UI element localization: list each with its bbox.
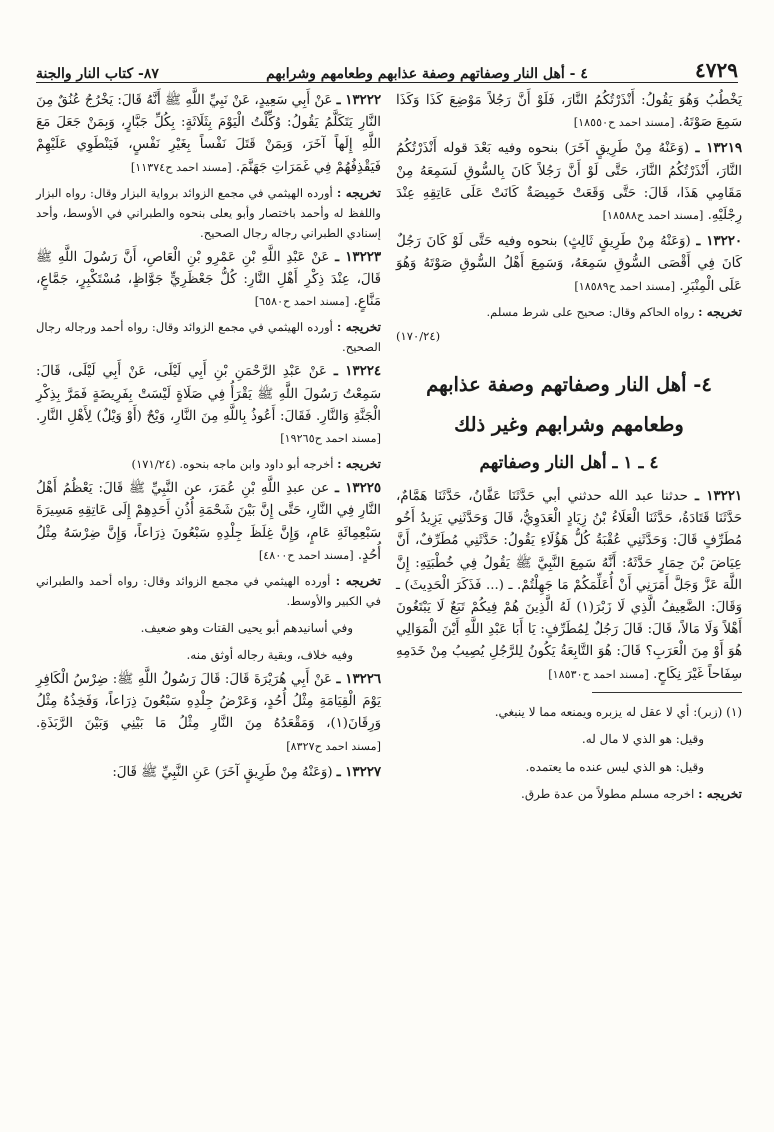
takhrij-13220 [396, 302, 742, 322]
book-title: ٨٧- كتاب النار والجنة [36, 66, 159, 82]
footnote-3: وقيل: هو الذي ليس عنده ما يعتمده. [525, 759, 704, 774]
takhrij-label: تخريجه : [336, 185, 381, 200]
takhrij-note-2: وفيه خلاف، وبقية رجاله أوثق منه. [186, 648, 353, 663]
left-column [36, 90, 381, 788]
hadith-13220 [396, 231, 742, 298]
takhrij-reference: (١٧١/٢٤) [131, 457, 176, 472]
hadith-text: عَنْ عَبْدِ الرَّحْمَنِ بْنِ أَبِي لَيْلَى، عَنْ أَبِي لَيْلَى، قَالَ: سَمِعْتُ رَسُولَ اللَّهِ ﷺ يَقْرَأُ فِي صَلَاةٍ لَيْسَتْ بِفَرِيضَةٍ فَمَرَّ بِذِكْرِ الْجَنَّةِ وَالنَّارِ. فَقَالَ: أَعُوذُ بِاللَّهِ مِنَ النَّارِ، وَيْحٌ (أَوْ وَيْلٌ) لِأَهْلِ النَّارِ. [36, 364, 381, 424]
section-title-line-2: وطعامهم وشرابهم وغير ذلك [454, 412, 684, 436]
hadith-13225 [36, 478, 381, 567]
takhrij-label: تخريجه : [698, 304, 742, 319]
takhrij-13223 [36, 317, 381, 357]
right-column [396, 90, 742, 809]
hadith-13219 [396, 138, 742, 227]
hadith-number: ١٣٢٢٢ ـ [336, 93, 381, 108]
source-ref: [مسند احمد ح١٨٥٨٩] [574, 279, 676, 293]
source-ref: [مسند احمد ح٦٥٨٠] [254, 295, 350, 309]
takhrij-label: تخريجه : [337, 457, 381, 472]
takhrij-13222 [36, 183, 381, 243]
takhrij-text: أورده الهيثمي في مجمع الزوائد وقال: رواه أحمد ورجاله رجال الصحيح. [36, 320, 381, 355]
subsection-title: ٤ ـ ١ ـ أهل النار وصفاتهم [479, 452, 659, 473]
hadith-continuation [396, 90, 742, 134]
page-header [36, 56, 738, 83]
takhrij-label: تخريجه : [335, 574, 382, 589]
takhrij-reference: (١٧٠/٢٤) [396, 328, 441, 343]
hadith-text: (وَعَنْهُ مِنْ طَرِيقٍ آخَرَ) بنحوه وفيه بَعْدَ قوله أَنْذَرْتُكُمُ النَّارَ، أَنْذَرْتُكُمُ النَّارَ، حَتَّى لَوْ أَنَّ رَجُلاً كَانَ بِالسُّوقِ لَسَمِعَهُ مِنْ مَقَامِي هَذَا، قَالَ: حَتَّى وَقَعَتْ خَمِيصَةٌ كَانَتْ عَلَى عَاتِقِهِ عِنْدَ رِجْلَيْهِ. [396, 141, 742, 224]
hadith-text: عن عبدِ اللَّهِ بْنِ عُمَرَ، عن النَّبِيِّ ﷺ قَالَ: يَعْظُمُ أَهْلُ النَّارِ فِي النَّارِ، حَتَّى إِنَّ بَيْنَ شَحْمَةِ أُذُنِ أَحَدِهِمْ إِلَى عَاتِقِهِ مَسِيرَةَ سَبْعِمِائَةِ عَامٍ، وَإِنَّ غِلَظَ جِلْدِهِ سَبْعُونَ ذِرَاعاً، وَإِنَّ ضِرْسَهُ مِثْلُ أُحُدٍ. [36, 481, 381, 563]
takhrij-text: أورده الهيثمي في مجمع الزوائد برواية البزار وقال: رواه البزار واللفظ له وأحمد باختصار وأبو يعلى بنحوه والطبراني في الأوسط، وأحد إسنادي الطبراني رجاله رجال الصحيح. [36, 185, 381, 240]
footnote-divider [592, 692, 742, 693]
hadith-text: عَنْ أَبِي سَعِيدٍ، عَنْ نَبِيِّ اللَّهِ ﷺ أَنَّهُ قَالَ: يَخْرُجُ عُنُقٌ مِنَ النَّارِ يَتَكَلَّمُ يَقُولُ: وُكِّلْتُ الْيَوْمَ بِثَلَاثَةٍ: بِكُلِّ جَبَّارٍ، وَبِمَنْ جَعَلَ مَعَ اللَّهِ إِلَهاً آخَرَ، وَبِمَنْ قَتَلَ نَفْساً بِغَيْرِ نَفْسٍ، فَيَنْطَوِي عَلَيْهِمْ فَيَقْذِفُهُمْ فِي غَمَرَاتِ جَهَنَّمَ. [36, 93, 381, 175]
takhrij-text: اخرجه مسلم مطولاً من عدة طرق. [521, 787, 695, 802]
source-ref: [مسند احمد ح١٩٢٦٥] [280, 432, 381, 446]
takhrij-13225 [36, 571, 381, 611]
hadith-text: عَنْ أَبِي هُرَيْرَةَ قَالَ: قَالَ رَسُولُ اللَّهِ ﷺ: ضِرْسُ الْكَافِرِ يَوْمَ الْقِيَامَةِ مِثْلُ أُحُدٍ، وَعَرْضُ جِلْدِهِ سَبْعُونَ ذِرَاعاً، وَفَخِذُهُ مِثْلُ وَرِقَانَ(١)، وَمَقْعَدُهُ مِنَ النَّارِ مِثْلُ مَا بَيْنِي وَبَيْنَ الرَّبَذَةِ. [36, 672, 381, 732]
takhrij-label: تخريجه : [336, 320, 381, 335]
hadith-text: عَنْ عَبْدِ اللَّهِ بْنِ عَمْرِو بْنِ الْعَاصِ، أَنَّ رَسُولَ اللَّهِ ﷺ قَالَ، عِنْدَ ذِكْرِ أَهْلِ النَّارِ: كُلُّ جَعْظَرِيٍّ جَوَّاظٍ، مُسْتَكْبِرٍ، جَمَّاعٍ، مَنَّاعٍ. [36, 249, 381, 310]
hadith-13224 [36, 361, 381, 450]
hadith-text: (وَعَنْهُ مِنْ طَرِيقٍ ثَالِثٍ) بنحوه وفيه حَتَّى لَوْ كَانَ رَجُلٌ كَانَ فِي أَقْصَى السُّوقِ سَمِعَهُ، وَسَمِعَ أَهْلُ السُّوقِ صَوْتَهُ وَهُوَ عَلَى الْمِنْبَرِ. [396, 234, 742, 294]
takhrij-label: تخريجه : [698, 787, 742, 802]
footnote-2: وقيل: هو الذي لا مال له. [581, 732, 704, 747]
hadith-13223 [36, 247, 381, 314]
hadith-text: حدثنا عبد الله حدثني أبي حَدَّثَنَا عَفَّانُ، حَدَّثَنَا هَمَّامٌ، حَدَّثَنَا قَتَادَةُ، حَدَّثَنَا الْعَلَاءُ بْنُ زِيَادٍ الْعَدَوِيُّ، قَالَ وَحَدَّثَنِي يَزِيدُ أَخُو مُطَرِّفٍ قَالَ: وَحَدَّثَنِي عُقْبَةُ كُلُّ هَؤُلَاءِ يَقُولُ: حَدَّثَنِي مُطَرِّفٌ، أَنَّ عِيَاضَ بْنَ حِمَارٍ حَدَّثَهُ: أَنَّهُ سَمِعَ النَّبِيَّ ﷺ يَقُولُ فِي خُطْبَتِهِ: إِنَّ اللَّهَ عَزَّ وَجَلَّ أَمَرَنِي أَنْ أُعَلِّمَكُمْ مَا جَهِلْتُمْ. ـ (... فَذَكَرَ الْحَدِيثَ) ـ وَقَالَ: الضَّعِيفُ الَّذِي لَا زَبْرَ(١) لَهُ الَّذِينَ هُمْ فِيكُمْ تَبَعٌ لَا يَبْتَغُونَ أَهْلاً وَلَا مَالاً، قَالَ: قَالَ رَجُلٌ لِمُطَرِّفٍ: يَا أَبَا عَبْدِ اللَّهِ أَيْنَ الْمَوَالِي هُوَ أَوْ مِنَ الْعَرَبِ؟ قَالَ: هُوَ التَّابِعَةُ يَكُونُ لِلرَّجُلِ يُصِيبُ مِنْ خَدَمِهِ سِفَاحاً غَيْرَ نِكَاحٍ. [396, 489, 742, 682]
chapter-title: ٤ - أهل النار وصفاتهم وصفة عذابهم وطعامهم وشرابهم [266, 66, 588, 82]
footnotes [396, 699, 742, 809]
hadith-number: ١٣٢٢٥ ـ [335, 481, 381, 497]
hadith-13226 [36, 669, 381, 758]
footnote-1: (١) (زبر): أي لا عقل له يزبره ويمنعه مما لا ينبغي. [494, 704, 742, 719]
hadith-number: ١٣٢٢٦ ـ [336, 672, 382, 688]
takhrij-ref [396, 326, 742, 346]
takhrij-text: رواه الحاكم وقال: صحيح على شرط مسلم. [486, 304, 695, 319]
hadith-number: ١٣٢٢٠ ـ [696, 234, 742, 250]
page-number: ٤٧٢٩ [695, 58, 738, 82]
takhrij-text: أورده الهيثمي في مجمع الزوائد وقال: رواه أحمد والطبراني في الكبير والأوسط. [36, 574, 381, 609]
hadith-number: ١٣٢٢٣ ـ [335, 249, 381, 265]
takhrij-note-1: وفي أسانيدهم أبو يحيى القتات وهو ضعيف. [140, 621, 353, 636]
takhrij-13224 [36, 454, 381, 474]
section-title-line-1: ٤- أهل النار وصفاتهم وصفة عذابهم [426, 372, 712, 396]
source-ref: [مسند احمد ح٤٨٠٠] [258, 548, 354, 562]
source-ref: [مسند احمد ح١٨٥٣٠] [548, 667, 649, 681]
hadith-text: (وَعَنْهُ مِنْ طَرِيقٍ آخَرَ) عَنِ النَّبِيِّ ﷺ قَالَ: [112, 764, 333, 780]
takhrij-13221 [396, 781, 742, 809]
hadith-13227 [36, 762, 381, 784]
hadith-13221 [396, 486, 742, 686]
takhrij-text: أخرجه أبو داود وابن ماجه بنحوه. [179, 457, 334, 472]
hadith-number: ١٣٢٢١ ـ [694, 489, 742, 505]
hadith-number: ١٣٢١٩ ـ [695, 141, 742, 157]
hadith-number: ١٣٢٢٤ ـ [333, 364, 381, 380]
source-ref: [مسند احمد ح٨٣٢٧] [286, 739, 381, 753]
source-ref: [مسند احمد ح١٨٥٥٠] [573, 116, 675, 130]
source-ref: [مسند احمد ح١١٣٧٤] [130, 160, 232, 174]
hadith-number: ١٣٢٢٧ ـ [336, 764, 381, 780]
source-ref: [مسند احمد ح١٨٥٨٨] [602, 209, 704, 223]
hadith-13222 [36, 90, 381, 179]
hadith-text: يَخْطُبُ وَهُوَ يَقُولُ: أَنْذَرْتُكُمُ النَّارَ، فَلَوْ أَنَّ رَجُلاً مَوْضِعَ كَذَا وَكَذَا سَمِعَ صَوْتَهُ. [396, 93, 742, 131]
